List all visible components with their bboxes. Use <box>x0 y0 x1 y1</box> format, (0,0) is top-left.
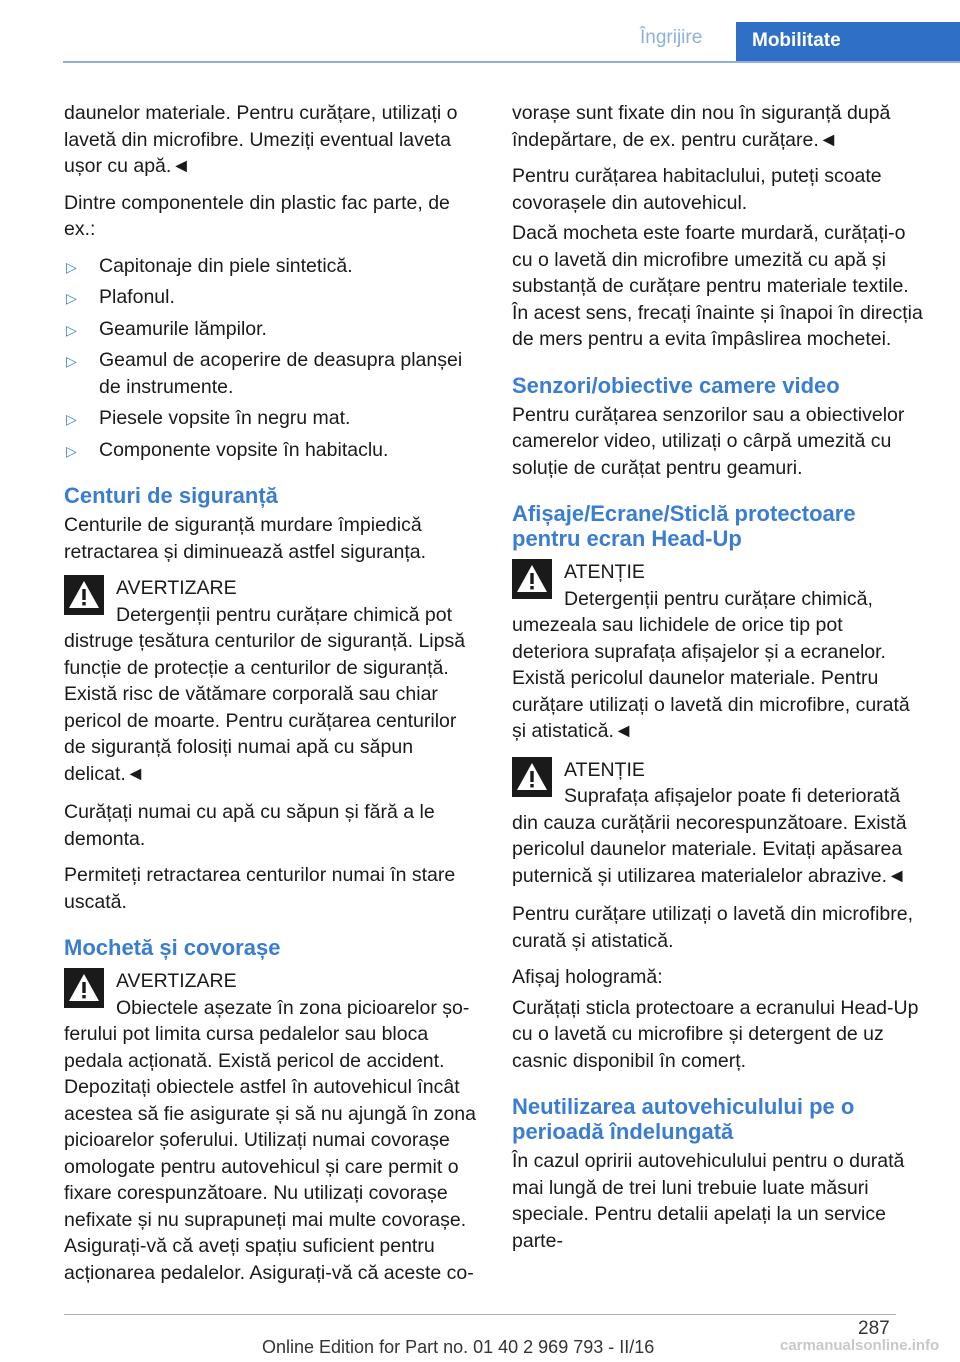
paragraph: Permiteți retractarea centurilor numai în stare uscată. <box>64 864 456 913</box>
section-heading: Senzori/obiective camere video <box>512 372 840 398</box>
paragraph: Curățați sticla protectoare a ecranului Head-Up cu o lavetă cu microfibre și detergent de uz casnic disponibil în comerț. <box>512 996 919 1072</box>
warning-text: Suprafața afișajelor poate fi deteriorată <box>564 785 901 807</box>
paragraph: daunelor materiale. Pentru curățare, utilizați o lavetă din microfibre. Umeziți eventual laveta ușor cu apă.◄ <box>64 102 458 177</box>
left-column <box>64 100 476 1298</box>
warning-text: din cauza curățării necorespunzătoare. Există pericolul daunelor materiale. Evitați apăsarea puternică și utilizarea materialelor abrazive.◄ <box>512 811 907 887</box>
header-tab-ingrijire: Îngrijire <box>640 27 703 48</box>
list-item: ▷ Geamul de acoperire de deasupra planșei de instrumente. <box>66 349 463 398</box>
warning-text: distruge țesătura centurilor de siguranță. Lipsă funcție de protecție a centurilor de siguranță. Există risc de vătămare corporală sau chiar pericol de moarte. Pentru curățarea centurilor de siguranță folosiți numai apă cu săpun delicat.◄ <box>64 630 466 785</box>
edition-text: Online Edition for Part no. 01 40 2 969 793 - II/16 <box>262 1337 655 1357</box>
paragraph: Afișaj hologramă: <box>512 966 663 988</box>
section-heading: Afișaje/Ecrane/Sticlă protectoare pentru ecran Head-Up <box>512 501 856 551</box>
triangle-right-icon: ▷ <box>66 442 77 459</box>
paragraph: Pentru curățarea habitaclului, puteți scoate covorașele din autovehicul. <box>512 165 882 214</box>
right-column <box>512 100 924 1264</box>
bullet-list <box>64 253 476 464</box>
warning-title: AVERTIZARE <box>116 970 237 992</box>
list-item: ▷ Geamurile lămpilor. <box>64 316 476 343</box>
warning-box <box>64 575 476 787</box>
warning-triangle-icon <box>64 575 104 615</box>
page-header <box>0 0 960 62</box>
paragraph: Pentru curățarea senzorilor sau a obiectivelor camerelor video, utilizați o cârpă umezită cu soluție de curățat pentru geamuri. <box>512 403 905 479</box>
paragraph: Dacă mocheta este foarte murdară, curățați-o cu o lavetă din microfibre umezită cu apă și substanță de curățare pentru materiale textile. În acest sens, frecați înainte și înapoi în direcția de mers pentru a evita împâslirea mochetei. <box>512 222 923 350</box>
triangle-right-icon: ▷ <box>66 411 77 427</box>
warning-triangle-icon <box>512 757 552 797</box>
paragraph: În cazul opririi autovehiculului pentru o durată mai lungă de trei luni trebuie luate măsuri speciale. Pentru detalii apelați la un service parte- <box>512 1150 905 1252</box>
warning-box <box>512 559 924 745</box>
warning-title: ATENȚIE <box>564 758 645 781</box>
watermark: carmanualsonline.info <box>780 1337 940 1354</box>
triangle-right-icon: ▷ <box>66 321 77 338</box>
triangle-right-icon: ▷ <box>66 258 77 275</box>
list-item: ▷ Componente vopsite în habitaclu. <box>64 437 476 464</box>
section-heading: Mochetă și covorașe <box>64 935 281 960</box>
warning-text: ferului pot limita cursa pedalelor sau bloca pedala acționată. Există pericol de accident. Depozitați obiectele astfel în autovehicul încât acestea să fie asigurate și să nu ajungă în zona picioarelor șoferului. Utilizați numai covorașe omologate pentru autovehicul și care permit o fixare corespunzătoare. Nu utilizați covorașe nefixate și nu suprapuneți mai multe covorașe. Asigurați-vă că aveți spațiu suficient pentru acționarea pedalelor. Asigurați-vă că aceste co- <box>64 1023 476 1284</box>
section-heading: Centuri de siguranță <box>64 483 278 508</box>
warning-box <box>64 968 476 1286</box>
page-number: 287 <box>858 1318 890 1339</box>
warning-text: Detergenții pentru curățare chimică, <box>564 587 873 610</box>
paragraph: vorașe sunt fixate din nou în siguranță după îndepărtare, de ex. pentru curățare.◄ <box>512 102 891 151</box>
header-divider <box>63 61 960 63</box>
warning-title: ATENȚIE <box>564 561 645 583</box>
warning-box <box>512 757 924 890</box>
header-tab-mobilitate: Mobilitate <box>736 22 960 62</box>
section-heading: Neutilizarea autovehiculului pe o perioadă îndelungată <box>512 1094 855 1144</box>
warning-triangle-icon <box>64 968 104 1008</box>
list-item: ▷ Piesele vopsite în negru mat. <box>64 405 476 432</box>
warning-text: Detergenții pentru curățare chimică pot <box>116 603 453 626</box>
triangle-right-icon: ▷ <box>66 290 77 306</box>
paragraph: Centurile de siguranță murdare împiedică retractarea și diminuează astfel siguranța. <box>64 514 427 563</box>
warning-text: umezeala sau lichidele de orice tip pot deteriora suprafața afișajelor și a ecranelor. Există pericolul daunelor materiale. Pentru curățare utilizați o lavetă din microfibre, curată și atistatică.◄ <box>512 614 910 742</box>
warning-text: Obiectele așezate în zona picioarelor șo- <box>116 996 470 1019</box>
paragraph: Pentru curățare utilizați o lavetă din microfibre, curată și atistatică. <box>512 903 914 952</box>
triangle-right-icon: ▷ <box>66 353 77 369</box>
paragraph: Dintre componentele din plastic fac parte, de ex.: <box>64 191 450 240</box>
warning-title: AVERTIZARE <box>116 577 237 599</box>
footer-divider <box>64 1314 896 1315</box>
list-item: ▷ Capitonaje din piele sintetică. <box>64 253 476 280</box>
paragraph: Curățați numai cu apă cu săpun și fără a le demonta. <box>64 801 435 850</box>
warning-triangle-icon <box>512 559 552 599</box>
list-item: ▷ Plafonul. <box>64 284 476 311</box>
